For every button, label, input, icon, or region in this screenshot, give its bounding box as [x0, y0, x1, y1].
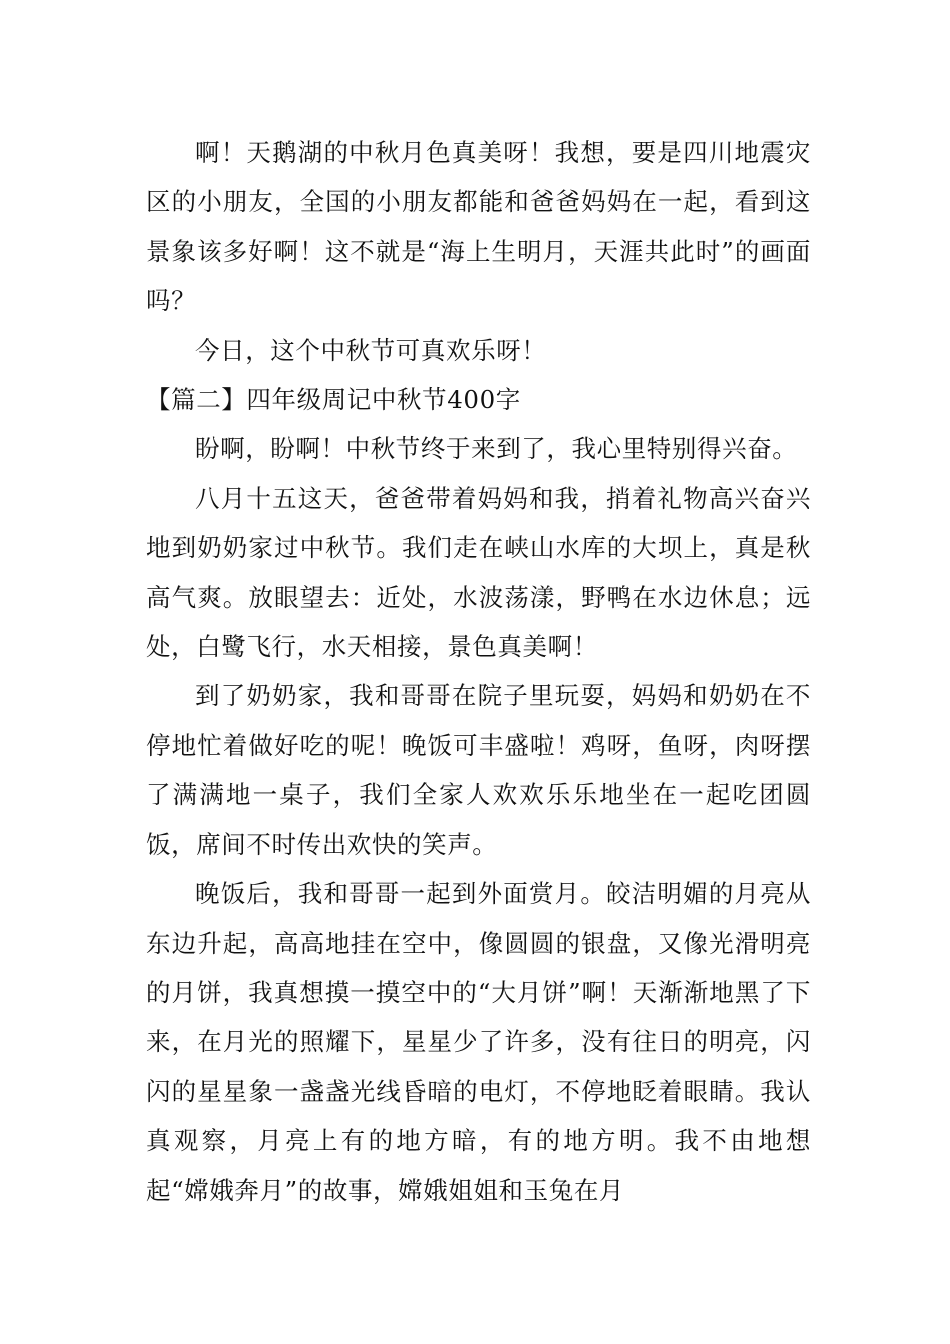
- document-body: [146, 128, 811, 1215]
- paragraph: 今日，这个中秋节可真欢乐呀！: [195, 335, 547, 365]
- paragraph: 八月十五这天，爸爸带着妈妈和我，捎着礼物高兴奋兴地到奶奶家过中秋节。我们走在峡山水库的大坝上，真是秋高气爽。放眼望去：近处，水波荡漾，野鸭在水边休息；远处，白鹭飞行，水天相接，景色真美啊！: [146, 483, 811, 662]
- paragraph: 到了奶奶家，我和哥哥在院子里玩耍，妈妈和奶奶在不停地忙着做好吃的呢！晚饭可丰盛啦！鸡呀，鱼呀，肉呀摆了满满地一桌子，我们全家人欢欢乐乐地坐在一起吃团圆饭，席间不时传出欢快的笑声。: [146, 681, 811, 859]
- paragraph: 晚饭后，我和哥哥一起到外面赏月。皎洁明媚的月亮从东边升起，高高地挂在空中，像圆圆的银盘，又像光滑明亮的月饼，我真想摸一摸空中的“大月饼”啊！天渐渐地黑了下来，在月光的照耀下，星星少了许多，没有往日的明亮，闪闪的星星象一盏盏光线昏暗的电灯，不停地眨着眼睛。我认真观察，月亮上有的地方暗，有的地方明。我不由地想起“嫦娥奔月”的故事，嫦娥姐姐和玉兔在月: [146, 879, 811, 1205]
- section-heading: 【篇二】四年级周记中秋节400字: [146, 385, 521, 415]
- paragraph: 盼啊，盼啊！中秋节终于来到了，我心里特别得兴奋。: [195, 434, 798, 464]
- paragraph: 啊！天鹅湖的中秋月色真美呀！我想，要是四川地震灾区的小朋友，全国的小朋友都能和爸爸妈妈在一起，看到这景象该多好啊！这不就是“海上生明月，天涯共此时”的画面吗？: [146, 138, 811, 316]
